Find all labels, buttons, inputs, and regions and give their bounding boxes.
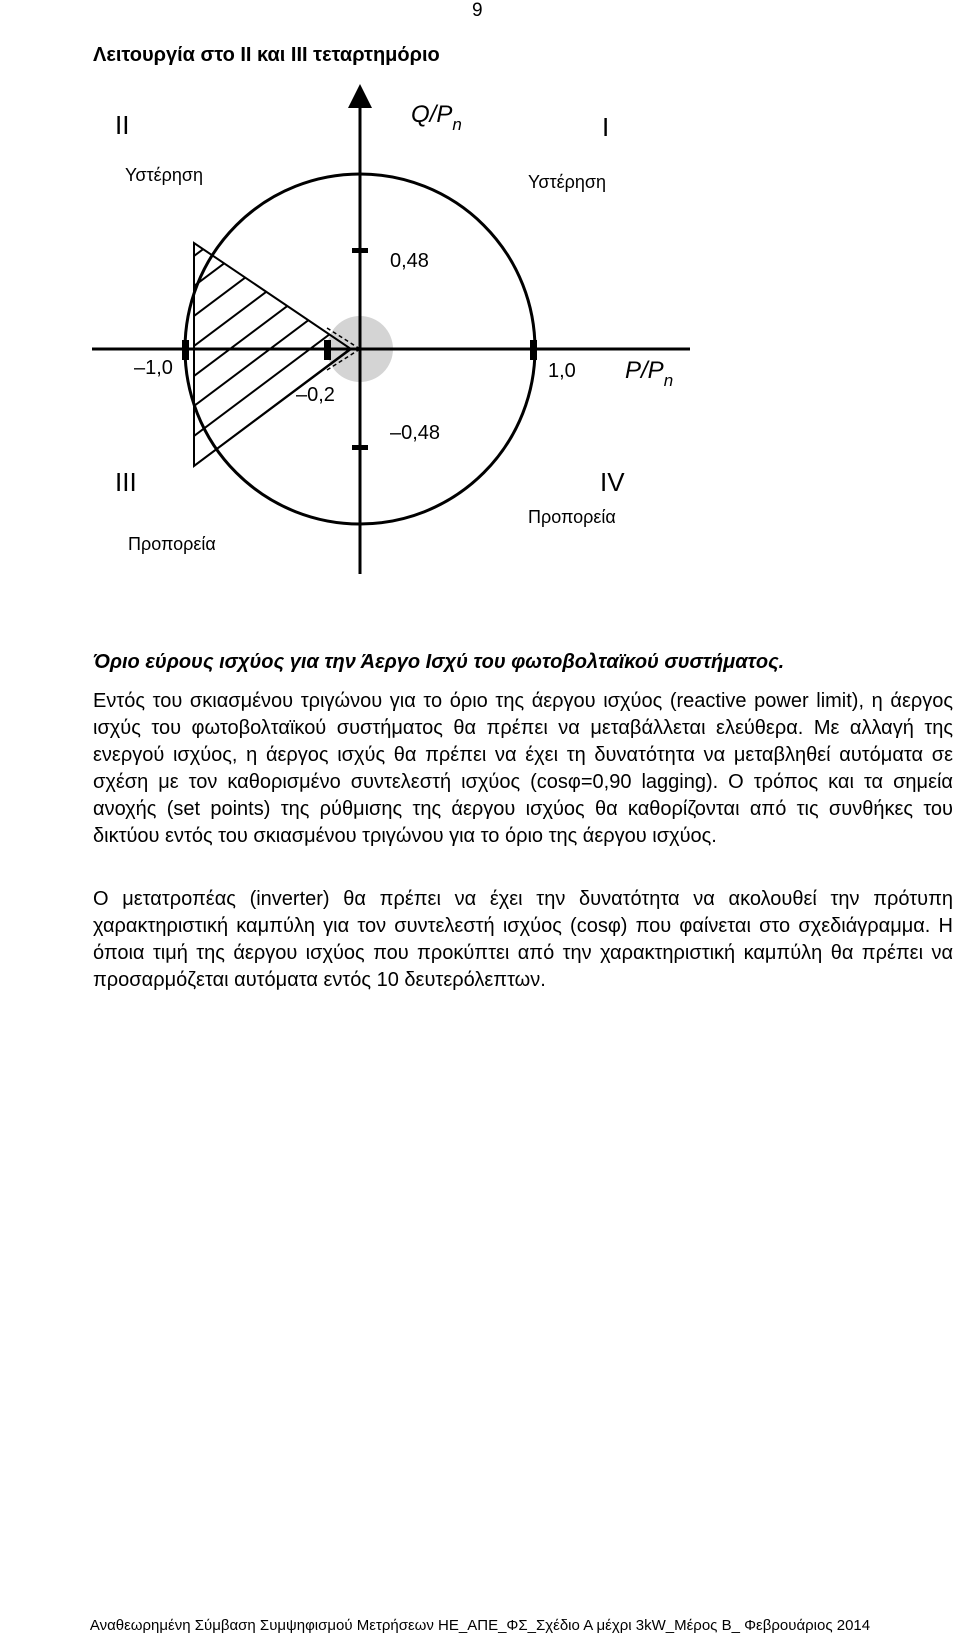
label-p-neg-point-two: –0,2 (296, 384, 335, 406)
label-q-neg: –0,48 (390, 422, 441, 444)
paragraph-1: Εντός του σκιασμένου τριγώνου για το όριο της άεργου ισχύος (reactive power limit), η άεργος ισχύς του φωτοβολταϊκού συστήματος θα πρέπει να μεταβάλλεται ελεύθερα. Με αλλαγή της ενεργού ισχύος, η άεργος ισχύς θα πρέπει να έχει τη δυνατότητα να μεταβληθεί αυτόματα σε σχέση με τον καθορισμένο συντελεστή ισχύος (cosφ=0,90 lagging). Ο τρόπος και τα σημεία ανοχής (set points) της ρύθμισης της άεργου ισχύος θα καθορίζονται από τις συνθήκες του δικτύου εντός του σκιασμένου τριγώνου για το όριο της άεργου ισχύος. (93, 690, 953, 847)
reactive-power-limit-hatching (150, 84, 390, 529)
quadrant-iv-numeral: IV (600, 467, 625, 497)
label-p-pos-one: 1,0 (548, 360, 576, 382)
tick-p-pos-one (530, 340, 537, 360)
tick-q-pos (352, 248, 368, 253)
page-footer: Αναθεωρημένη Σύμβαση Συμψηφισμού Μετρήσεων ΗΕ_ΑΠΕ_ΦΣ_Σχέδιο Α μέχρι 3kW_Μέρος Β_ Φεβρουάριος 2014 (89, 1617, 871, 1634)
paragraph-2: Ο μετατροπέας (inverter) θα πρέπει να έχει την δυνατότητα να ακολουθεί την πρότυπη χαρακτηριστική καμπύλη για τον συντελεστή ισχύος (cosφ) που φαίνεται στο σχεδιάγραμμα. Η όποια τιμή της άεργου ισχύος που προκύπτει από την χαρακτηριστική καμπύλη θα πρέπει να προσαρμόζεται αυτόματα εντός 10 δευτερόλεπτων. (93, 888, 953, 991)
p-axis-label: $P/P_n$ (625, 357, 674, 390)
pq-diagram-svg (90, 84, 790, 594)
q-axis-label: $Q/P_n$ (411, 101, 462, 134)
figure-caption: Όριο εύρους ισχύος για την Άεργο Ισχύ του φωτοβολταϊκού συστήματος. (93, 651, 785, 673)
tick-q-neg (352, 445, 368, 450)
page-number: 9 (472, 0, 483, 21)
label-p-neg-one: –1,0 (134, 357, 173, 379)
quadrant-iii-label: Προπορεία (128, 534, 216, 554)
quadrant-ii-label: Υστέρηση (125, 165, 203, 185)
tick-p-neg-point-two (324, 340, 331, 360)
label-q-pos: 0,48 (390, 250, 429, 272)
quadrant-i-numeral: I (602, 112, 610, 142)
tick-p-neg-one (182, 340, 189, 360)
quadrant-iv-label: Προπορεία (528, 507, 616, 527)
pq-capability-diagram (90, 84, 790, 594)
quadrant-i-label: Υστέρηση (528, 172, 606, 192)
q-axis-arrow (348, 84, 372, 108)
quadrant-ii-numeral: II (115, 110, 130, 140)
section-title: Λειτουργία στο ΙΙ και ΙΙΙ τεταρτημόριο (93, 44, 440, 66)
quadrant-iii-numeral: III (115, 467, 137, 497)
